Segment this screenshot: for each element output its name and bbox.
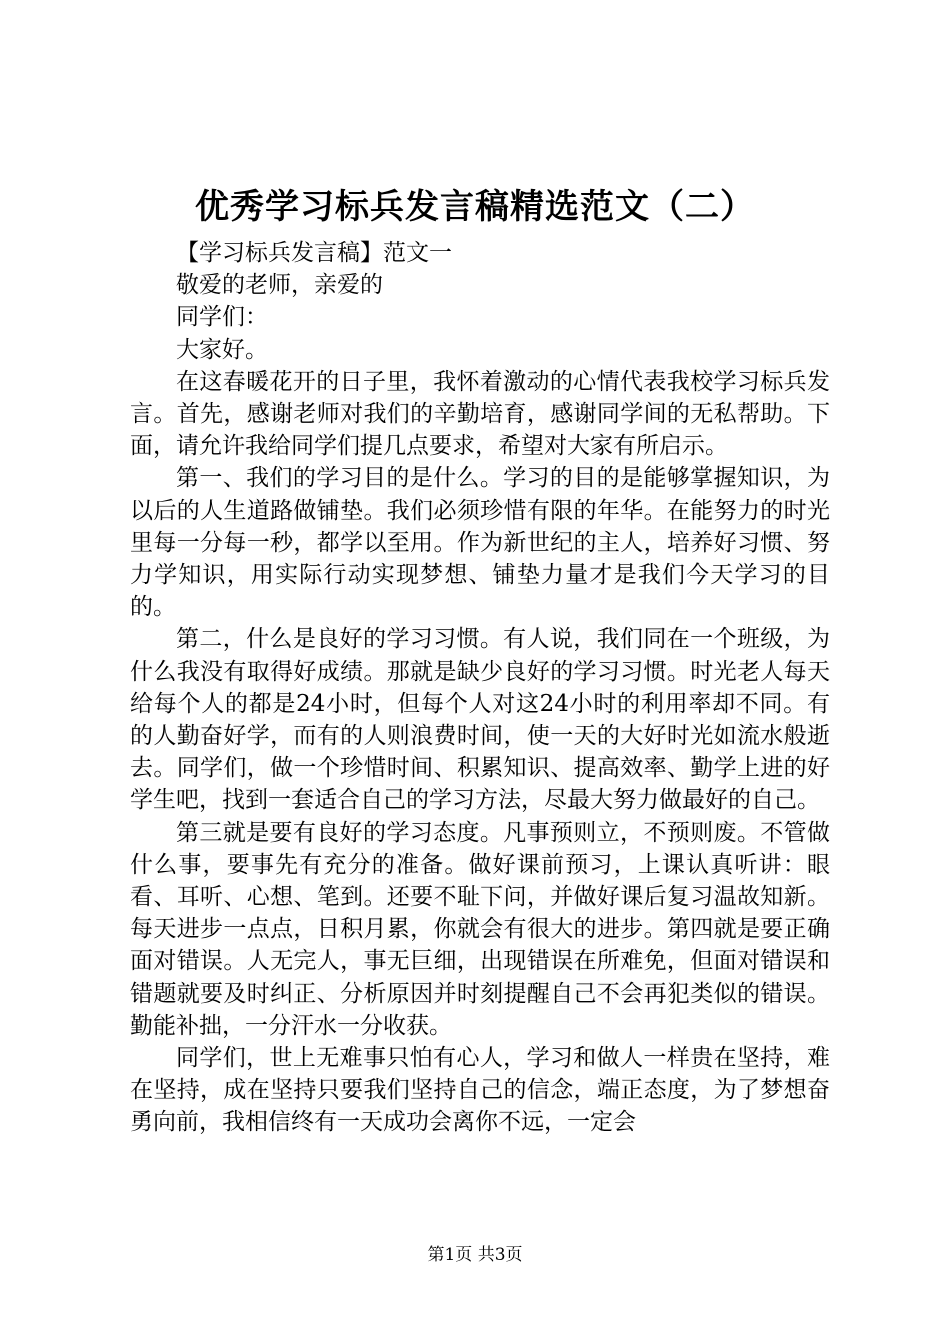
paragraph-point-three: 第三就是要有良好的学习态度。凡事预则立，不预则废。不管做什么事，要事先有充分的准备。做好课前预习，上课认真听讲：眼看、耳听、心想、笔到。还要不耻下问，并做好课后复习温故知新。每天进步一点点，日积月累，你就会有很大的进步。第四就是要正确面对错误。人无完人，事无巨细，出现错误在所难免，但面对错误和错题就要及时纠正、分析原因并时刻提醒自己不会再犯类似的错误。勤能补拙，一分汗水一分收获。 (130, 819, 830, 1039)
document-title: 优秀学习标兵发言稿精选范文（二） (195, 187, 755, 227)
paragraph-salutation-continued: 同学们： (176, 304, 268, 331)
paragraph-greeting: 大家好。 (176, 336, 268, 363)
paragraph-intro: 在这春暖花开的日子里，我怀着激动的心情代表我校学习标兵发言。首先，感谢老师对我们的辛勤培育，感谢同学间的无私帮助。下面，请允许我给同学们提几点要求，希望对大家有所启示。 (130, 368, 830, 460)
paragraph-point-two: 第二，什么是良好的学习习惯。有人说，我们同在一个班级，为什么我没有取得好成绩。那就是缺少良好的学习习惯。时光老人每天给每个人的都是24小时，但每个人对这24小时的利用率却不同。有的人勤奋好学，而有的人则浪费时间，使一天的大好时光如流水般逝去。同学们，做一个珍惜时间、积累知识、提高效率、勤学上进的好学生吧，找到一套适合自己的学习方法，尽最大努力做最好的自己。 (130, 626, 830, 814)
paragraph-heading: 【学习标兵发言稿】范文一 (176, 240, 452, 266)
paragraph-closing: 同学们，世上无难事只怕有心人，学习和做人一样贵在坚持，难在坚持，成在坚持只要我们坚持自己的信念，端正态度，为了梦想奋勇向前，我相信终有一天成功会离你不远，一定会 (130, 1045, 830, 1136)
document-body (130, 237, 830, 1139)
page-number-footer: 第1页 共3页 (427, 1245, 523, 1265)
paragraph-point-one: 第一、我们的学习目的是什么。学习的目的是能够掌握知识，为以后的人生道路做铺垫。我们必须珍惜有限的年华。在能努力的时光里每一分每一秒，都学以至用。作为新世纪的主人，培养好习惯、努力学知识，用实际行动实现梦想、铺垫力量才是我们今天学习的目的。 (130, 465, 830, 621)
paragraph-salutation: 敬爱的老师，亲爱的 (176, 272, 383, 299)
